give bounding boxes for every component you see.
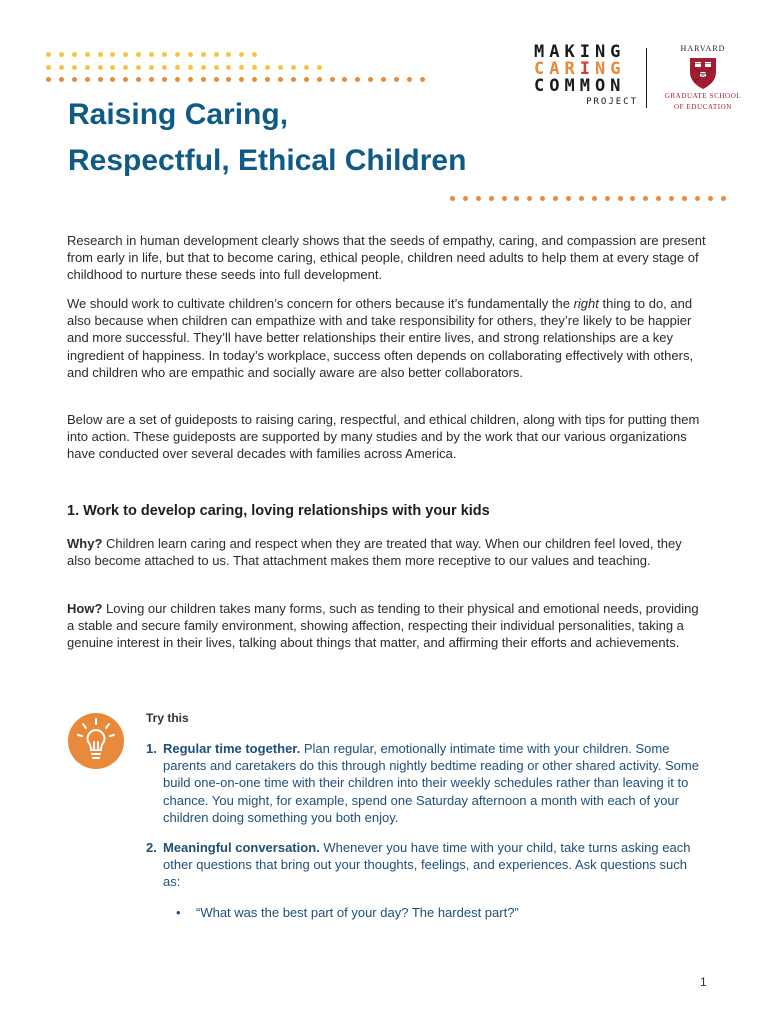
why-label: Why? bbox=[67, 536, 103, 551]
decorative-dot bbox=[175, 65, 180, 70]
decorative-dot bbox=[420, 77, 425, 82]
decorative-dot bbox=[239, 65, 244, 70]
decorative-dot bbox=[355, 77, 360, 82]
decorative-dot bbox=[592, 196, 597, 201]
decorative-dot bbox=[226, 65, 231, 70]
tip-title: Regular time together. bbox=[163, 741, 301, 756]
decorative-dot bbox=[239, 77, 244, 82]
decorative-dot bbox=[476, 196, 481, 201]
decorative-dot bbox=[188, 52, 193, 57]
hgse-line-1: GRADUATE SCHOOL bbox=[664, 92, 742, 100]
decorative-dot bbox=[72, 52, 77, 57]
decorative-dot bbox=[239, 52, 244, 57]
bullet-icon: • bbox=[176, 905, 181, 920]
decorative-dot bbox=[643, 196, 648, 201]
decorative-dot bbox=[265, 77, 270, 82]
decorative-dot bbox=[85, 52, 90, 57]
decorative-dot bbox=[123, 52, 128, 57]
decorative-dot bbox=[291, 65, 296, 70]
decorative-dot bbox=[394, 77, 399, 82]
decorative-dot bbox=[214, 65, 219, 70]
page-title bbox=[68, 92, 466, 184]
logo-line-common: COMMON bbox=[534, 76, 626, 96]
harvard-shield-icon bbox=[688, 56, 718, 90]
decorative-dot bbox=[278, 77, 283, 82]
decorative-dot bbox=[72, 77, 77, 82]
decorative-dot bbox=[201, 65, 206, 70]
decorative-dot bbox=[110, 52, 115, 57]
decorative-dot bbox=[46, 52, 51, 57]
decorative-dot bbox=[59, 77, 64, 82]
bullet-item: • “What was the best part of your day? The hardest part?” bbox=[176, 905, 519, 920]
decorative-dot bbox=[188, 77, 193, 82]
decorative-dot bbox=[85, 77, 90, 82]
decorative-dot bbox=[463, 196, 468, 201]
decorative-dot bbox=[214, 77, 219, 82]
decorative-dot bbox=[98, 77, 103, 82]
decorative-dot bbox=[136, 65, 141, 70]
decorative-dot bbox=[85, 65, 90, 70]
decorative-dot bbox=[136, 52, 141, 57]
decorative-dot bbox=[682, 196, 687, 201]
decorative-dot bbox=[527, 196, 532, 201]
intro-paragraph-2: We should work to cultivate children’s concern for others because it’s fundamentally the right thing to do, and also because when children can empathize with and take responsibility for others, they’re likely to be happier and more successful. They’ll have better relationships their entire lives, and strong relationships are a key ingredient of happiness. In today’s workplace, success often depends on collaborating effectively with others, and children who are empathic and socially aware are also better collaborators. bbox=[67, 296, 694, 380]
logo-divider bbox=[646, 48, 647, 108]
decorative-dot bbox=[708, 196, 713, 201]
decorative-dot bbox=[226, 77, 231, 82]
try-this-heading: Try this bbox=[146, 711, 189, 725]
decorative-dot bbox=[669, 196, 674, 201]
emphasis-right: right bbox=[573, 296, 599, 311]
decorative-dot bbox=[252, 77, 257, 82]
tip-number: 1. bbox=[146, 741, 157, 756]
decorative-dot bbox=[304, 65, 309, 70]
decorative-dot bbox=[46, 65, 51, 70]
harvard-wordmark: HARVARD bbox=[680, 44, 726, 53]
why-paragraph: Why? Children learn caring and respect when they are treated that way. When our children feel loved, they also become attached to us. That attachment makes them more receptive to our values and teaching. bbox=[67, 536, 682, 569]
decorative-dot bbox=[566, 196, 571, 201]
title-line-1: Raising Caring, bbox=[68, 98, 289, 131]
decorative-dots-middle bbox=[46, 65, 330, 70]
decorative-dot bbox=[407, 77, 412, 82]
logo-project: PROJECT bbox=[586, 97, 638, 107]
decorative-dot bbox=[162, 52, 167, 57]
decorative-dot bbox=[278, 65, 283, 70]
decorative-dot bbox=[618, 196, 623, 201]
decorative-dot bbox=[330, 77, 335, 82]
lightbulb-icon bbox=[68, 713, 124, 769]
decorative-dot bbox=[136, 77, 141, 82]
decorative-dot bbox=[317, 77, 322, 82]
harvard-gse-logo bbox=[660, 44, 746, 112]
decorative-dot bbox=[110, 65, 115, 70]
decorative-dots-bottom bbox=[46, 77, 433, 82]
decorative-dot bbox=[72, 65, 77, 70]
decorative-dot bbox=[149, 52, 154, 57]
decorative-dot bbox=[123, 77, 128, 82]
hgse-line-2: OF EDUCATION bbox=[674, 103, 732, 111]
decorative-dot bbox=[175, 52, 180, 57]
decorative-dot bbox=[695, 196, 700, 201]
decorative-dot bbox=[201, 77, 206, 82]
decorative-dot bbox=[342, 77, 347, 82]
decorative-dot bbox=[265, 65, 270, 70]
decorative-dot bbox=[162, 65, 167, 70]
tip-title: Meaningful conversation. bbox=[163, 840, 320, 855]
decorative-dot bbox=[110, 77, 115, 82]
decorative-dot bbox=[721, 196, 726, 201]
decorative-dot bbox=[252, 65, 257, 70]
decorative-dot bbox=[291, 77, 296, 82]
decorative-dot bbox=[381, 77, 386, 82]
decorative-dot bbox=[317, 65, 322, 70]
logo-line-making: MAKING bbox=[534, 42, 626, 62]
decorative-dot bbox=[214, 52, 219, 57]
decorative-dot bbox=[162, 77, 167, 82]
making-caring-common-logo bbox=[534, 44, 640, 107]
decorative-dot bbox=[540, 196, 545, 201]
decorative-dot bbox=[98, 52, 103, 57]
decorative-dot bbox=[149, 65, 154, 70]
decorative-dot bbox=[489, 196, 494, 201]
decorative-dot bbox=[304, 77, 309, 82]
decorative-dot bbox=[553, 196, 558, 201]
decorative-dot bbox=[368, 77, 373, 82]
section-1-heading: 1. Work to develop caring, loving relationships with your kids bbox=[67, 503, 490, 519]
decorative-dot bbox=[149, 77, 154, 82]
decorative-dot bbox=[175, 77, 180, 82]
tip-item: 1. Regular time together. Plan regular, emotionally intimate time with your children. Some parents and caretakers do this through nightly bedtime reading or other shared activity. Some build one-on-one time with their children into their weekly schedules rather than leaving it to chance. You might, for example, spend one Saturday afternoon a month with each of your children doing something you both enjoy. bbox=[146, 741, 699, 825]
decorative-dot bbox=[201, 52, 206, 57]
intro-paragraph-3: Below are a set of guideposts to raising caring, respectful, and ethical children, along with tips for putting them into action. These guideposts are supported by many studies and by the work that our various organizations have conducted over several decades with families across America. bbox=[67, 412, 700, 462]
tip-item: 2. Meaningful conversation. Whenever you have time with your child, take turns asking each other questions that bring out your thoughts, feelings, and experiences. Ask questions such as: bbox=[146, 840, 691, 890]
decorative-dot bbox=[630, 196, 635, 201]
how-paragraph: How? Loving our children takes many forms, such as tending to their physical and emotional needs, providing a stable and secure family environment, showing affection, respecting their individual personalities, taking a genuine interest in their lives, talking about things that matter, and affirming their efforts and achievements. bbox=[67, 601, 699, 651]
decorative-dot bbox=[252, 52, 257, 57]
decorative-dot bbox=[656, 196, 661, 201]
decorative-dot bbox=[226, 52, 231, 57]
decorative-dot bbox=[59, 65, 64, 70]
how-label: How? bbox=[67, 601, 103, 616]
decorative-dot bbox=[123, 65, 128, 70]
decorative-dot bbox=[450, 196, 455, 201]
decorative-dot bbox=[59, 52, 64, 57]
title-line-2: Respectful, Ethical Children bbox=[68, 144, 467, 177]
decorative-dot bbox=[188, 65, 193, 70]
decorative-dot bbox=[514, 196, 519, 201]
decorative-dot bbox=[579, 196, 584, 201]
decorative-dots-title-underline bbox=[450, 196, 734, 201]
intro-paragraph-1: Research in human development clearly shows that the seeds of empathy, caring, and compassion are present from early in life, but that to become caring, ethical people, children need adults to help them at every stage of childhood to nurture these seeds into full development. bbox=[67, 233, 706, 283]
tip-number: 2. bbox=[146, 840, 157, 855]
decorative-dot bbox=[502, 196, 507, 201]
logo-line-caring: CARING bbox=[534, 59, 626, 79]
page-number: 1 bbox=[700, 975, 707, 989]
decorative-dots-top bbox=[46, 52, 265, 57]
decorative-dot bbox=[98, 65, 103, 70]
decorative-dot bbox=[46, 77, 51, 82]
decorative-dot bbox=[605, 196, 610, 201]
